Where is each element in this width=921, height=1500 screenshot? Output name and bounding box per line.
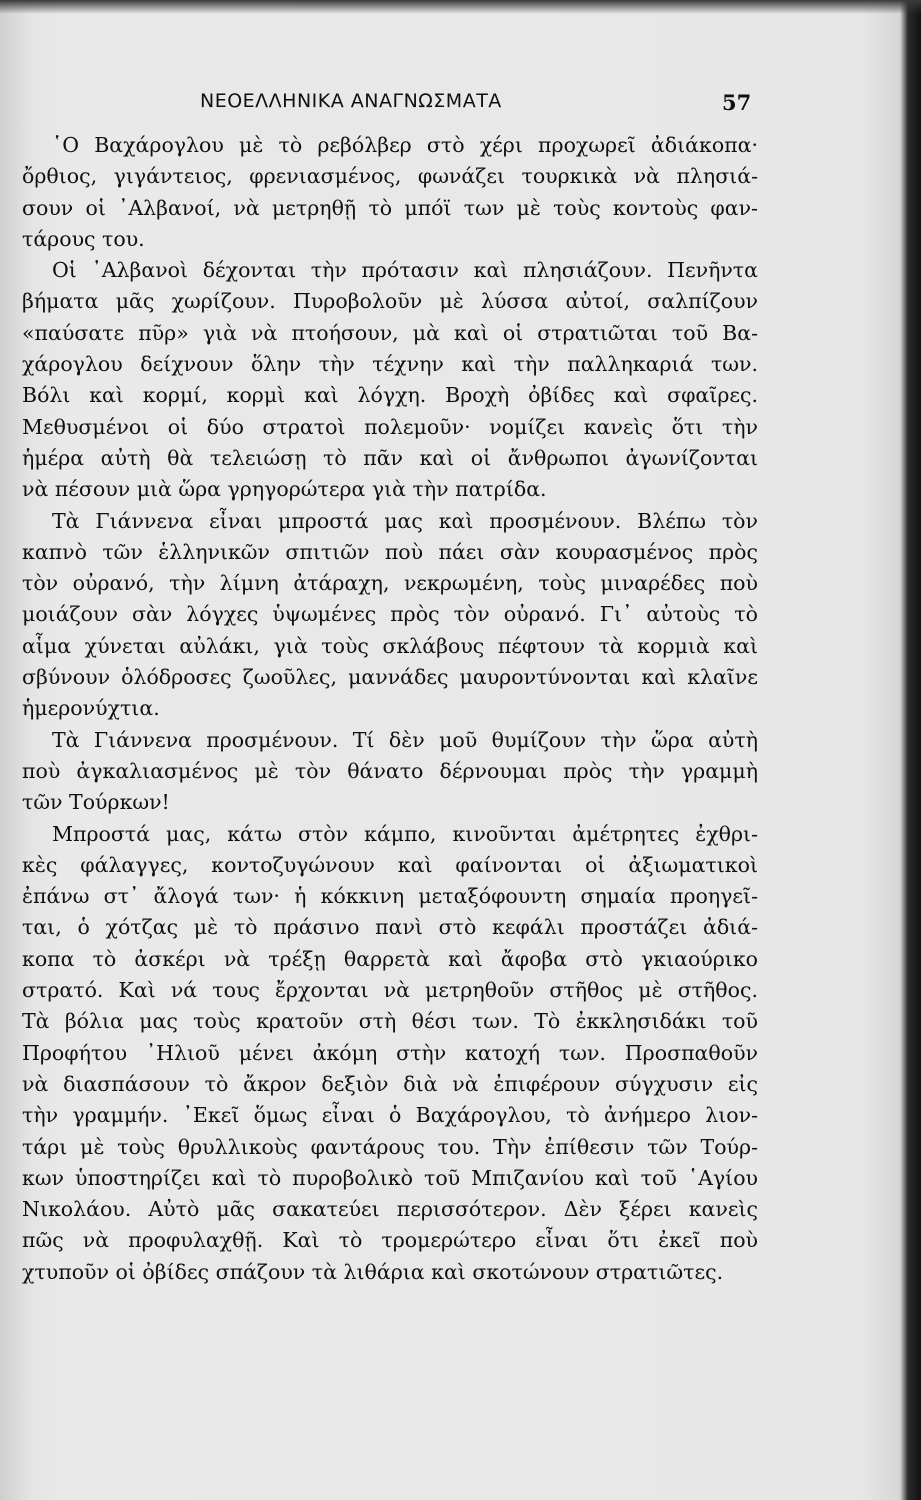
text-line: αἷμα χύνεται αὐλάκι, γιὰ τοὺς σκλάβους πέφτουν τὰ κορμιὰ καὶ — [22, 633, 758, 658]
body-text — [22, 130, 758, 1288]
text-line: Προφήτου ᾿Ηλιοῦ μένει ἀκόμη στὴν κατοχή των. Προσπαθοῦν — [22, 1040, 758, 1065]
text-line: Οἱ ᾿Αλβανοὶ δέχονται τὴν πρότασιν καὶ πλησιάζουν. Πενῆντα — [52, 258, 758, 283]
scan-edge-shadow — [0, 0, 921, 14]
text-line: νὰ πέσουν μιὰ ὥρα γρηγορώτερα γιὰ τὴν πατρίδα. — [22, 477, 547, 502]
text-line: πῶς νὰ προφυλαχθῇ. Καὶ τὸ τρομερώτερο εἶναι ὅτι ἐκεῖ ποὺ — [22, 1228, 758, 1253]
text-line: Νικολάου. Αὐτὸ μᾶς σακατεύει περισσότερον. Δὲν ξέρει κανεὶς — [22, 1197, 758, 1222]
text-line: χτυποῦν οἱ ὀβίδες σπάζουν τὰ λιθάρια καὶ σκοτώνουν στρατιῶτες. — [22, 1259, 724, 1284]
text-line: «παύσατε πῦρ» γιὰ νὰ πτοήσουν, μὰ καὶ οἱ στρατιῶται τοῦ Βα- — [22, 320, 758, 345]
text-line: ἐπάνω στ᾿ ἄλογά των· ἡ κόκκινη μεταξόφουντη σημαία προηγεῖ- — [22, 884, 758, 909]
running-title: ΝΕΟΕΛΛΗΝΙΚΑ ΑΝΑΓΝΩΣΜΑΤΑ — [200, 90, 502, 112]
text-line: Βόλι καὶ κορμί, κορμὶ καὶ λόγχη. Βροχὴ ὀβίδες καὶ σφαῖρες. — [22, 383, 758, 408]
text-line: Τὰ βόλια μας τοὺς κρατοῦν στὴ θέσι των. Τὸ ἐκκλησιδάκι τοῦ — [22, 1009, 758, 1034]
text-line: Μπροστά μας, κάτω στὸν κάμπο, κινοῦνται ἀμέτρητες ἐχθρι- — [52, 821, 758, 846]
text-line: ἡμερονύχτια. — [22, 696, 160, 721]
text-line: νὰ διασπάσουν τὸ ἄκρον δεξιὸν διὰ νὰ ἐπιφέρουν σύγχυσιν εἰς — [22, 1071, 758, 1096]
text-line: σουν οἱ ᾿Αλβανοί, νὰ μετρηθῇ τὸ μπόϊ των μὲ τοὺς κοντοὺς φαν- — [22, 195, 758, 220]
text-line: Τὰ Γιάννενα προσμένουν. Τί δὲν μοῦ θυμίζουν τὴν ὥρα αὐτὴ — [52, 727, 758, 752]
text-line: βήματα μᾶς χωρίζουν. Πυροβολοῦν μὲ λύσσα αὐτοί, σαλπίζουν — [22, 289, 758, 314]
text-line: ἡμέρα αὐτὴ θὰ τελειώσῃ τὸ πᾶν καὶ οἱ ἄνθρωποι ἀγωνίζονται — [22, 445, 758, 470]
page-number: 57 — [722, 90, 752, 115]
text-line: τὸν οὐρανό, τὴν λίμνη ἀτάραχη, νεκρωμένη, τοὺς μιναρέδες ποὺ — [22, 571, 758, 596]
text-line: τῶν Τούρκων! — [22, 790, 170, 815]
text-line: ῾Ο Βαχάρογλου μὲ τὸ ρεβόλβερ στὸ χέρι προχωρεῖ ἀδιάκοπα· — [52, 133, 758, 157]
text-line: καπνὸ τῶν ἑλληνικῶν σπιτιῶν ποὺ πάει σὰν κουρασμένος πρὸς — [22, 539, 758, 564]
text-line: ται, ὁ χότζας μὲ τὸ πράσινο πανὶ στὸ κεφάλι προστάζει ἀδιά- — [22, 915, 758, 940]
text-line: τάρους του. — [22, 226, 145, 251]
text-line: κοπα τὸ ἀσκέρι νὰ τρέξῃ θαρρετὰ καὶ ἄφοβα στὸ γκιαούρικο — [22, 946, 758, 971]
text-line: χάρογλου δείχνουν ὅλην τὴν τέχνην καὶ τὴν παλληκαριά των. — [22, 352, 758, 377]
text-line: τὴν γραμμήν. ᾿Εκεῖ ὅμως εἶναι ὁ Βαχάρογλου, τὸ ἀνήμερο λιον- — [22, 1103, 758, 1128]
text-line: σβύνουν ὁλόδροσες ζωοῦλες, μαννάδες μαυροντύνονται καὶ κλαῖνε — [22, 665, 758, 690]
text-line: Τὰ Γιάννενα εἶναι μπροστά μας καὶ προσμένουν. Βλέπω τὸν — [52, 508, 758, 533]
page-header — [0, 90, 921, 120]
text-line: ὄρθιος, γιγάντειος, φρενιασμένος, φωνάζει τουρκικὰ νὰ πλησιά- — [22, 164, 758, 189]
text-line: ποὺ ἀγκαλιασμένος μὲ τὸν θάνατο δέρνουμαι πρὸς τὴν γραμμὴ — [22, 758, 758, 783]
text-line: κων ὑποστηρίζει καὶ τὸ πυροβολικὸ τοῦ Μπιζανίου καὶ τοῦ ῾Αγίου — [22, 1165, 758, 1190]
text-line: Μεθυσμένοι οἱ δύο στρατοὶ πολεμοῦν· νομίζει κανεὶς ὅτι τὴν — [22, 414, 758, 439]
text-line: στρατό. Καὶ νά τους ἔρχονται νὰ μετρηθοῦν στῆθος μὲ στῆθος. — [22, 978, 758, 1003]
text-line: κὲς φάλαγγες, κοντοζυγώνουν καὶ φαίνονται οἱ ἀξιωματικοὶ — [22, 852, 758, 877]
text-line: τάρι μὲ τοὺς θρυλλικοὺς φαντάρους του. Τὴν ἐπίθεσιν τῶν Τούρ- — [22, 1134, 758, 1159]
text-line: μοιάζουν σὰν λόγχες ὑψωμένες πρὸς τὸν οὐρανό. Γι᾿ αὐτοὺς τὸ — [22, 602, 758, 627]
